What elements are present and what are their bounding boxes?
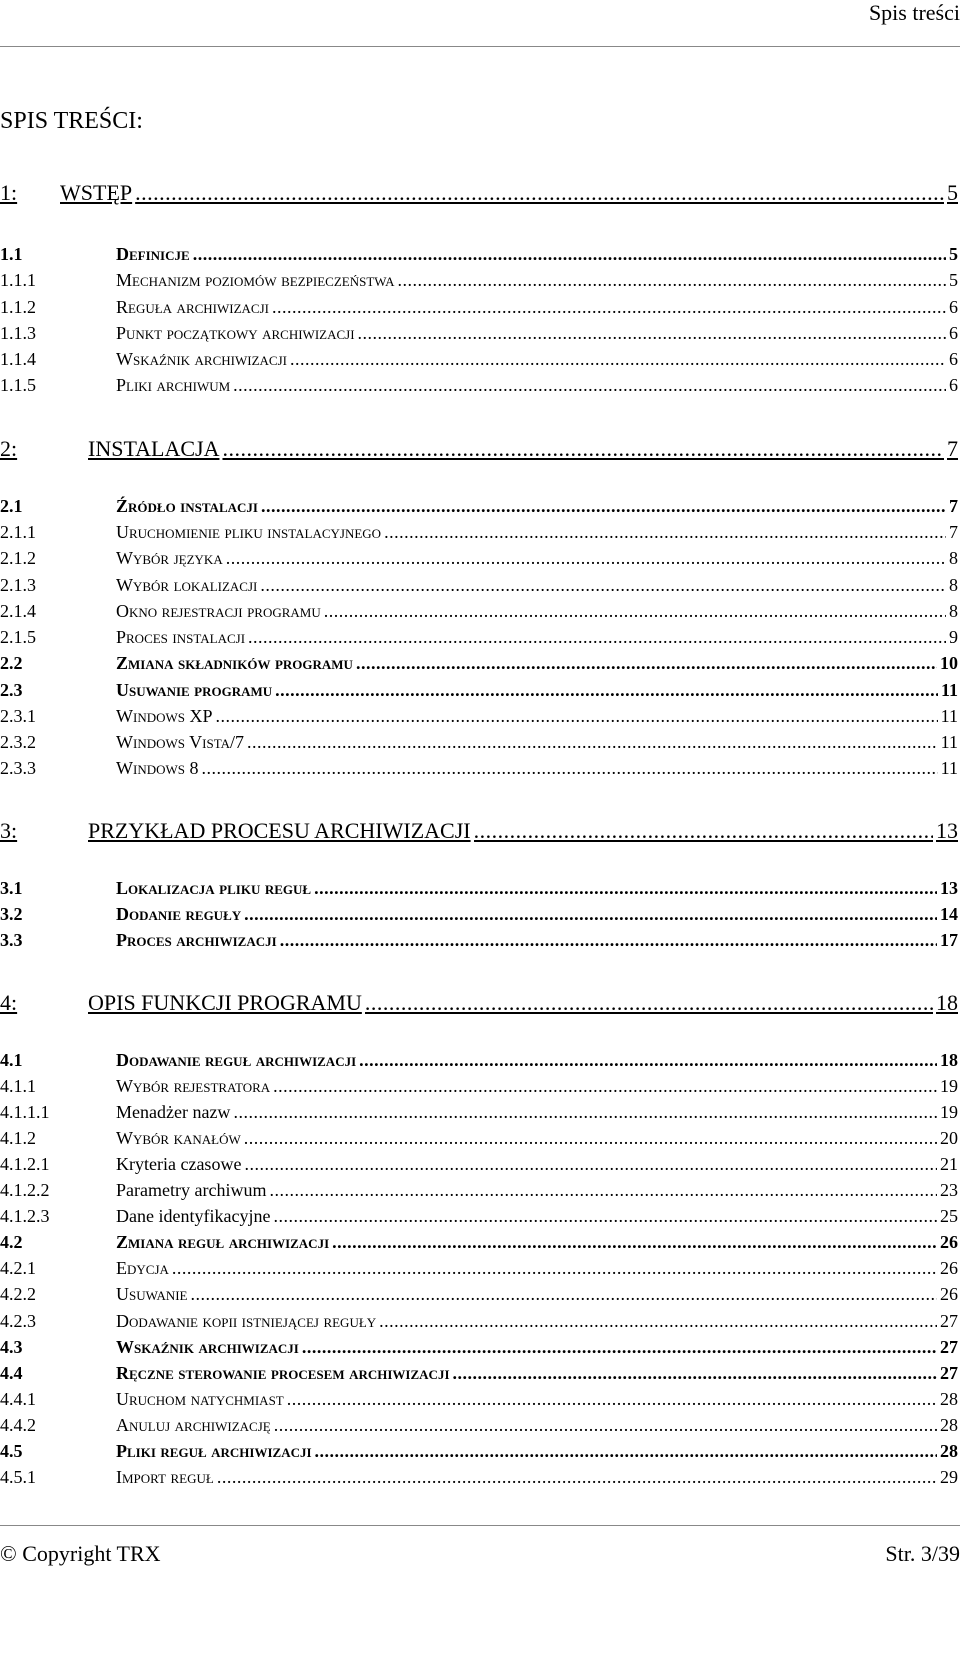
toc-entry-title: Proces instalacji	[116, 627, 246, 647]
toc-entry[interactable]	[0, 496, 958, 517]
toc-entry-page: 27	[940, 1311, 958, 1331]
toc-entry-title: Proces archiwizacji	[116, 930, 277, 950]
toc-entry-page: 29	[940, 1467, 958, 1487]
toc-entry[interactable]	[0, 1258, 958, 1279]
toc-dot-leader	[275, 680, 938, 701]
toc-entry-title: Windows XP	[116, 706, 213, 726]
toc-entry-number: 4.5.1	[0, 1467, 36, 1487]
toc-entry[interactable]	[0, 1284, 958, 1305]
toc-entry-page: 6	[949, 375, 958, 395]
toc-entry-page: 8	[949, 575, 958, 595]
toc-entry[interactable]	[0, 1076, 958, 1097]
toc-entry-page: 26	[940, 1284, 958, 1304]
toc-entry-page: 8	[949, 601, 958, 621]
toc-dot-leader	[332, 1232, 937, 1253]
toc-dot-leader	[260, 575, 946, 596]
footer-page-number: Str. 3/39	[885, 1541, 960, 1566]
toc-dot-leader	[226, 548, 946, 569]
toc-entry-number: 2.2	[0, 653, 23, 673]
toc-entry[interactable]	[0, 1467, 958, 1488]
toc-dot-leader	[261, 496, 946, 517]
toc-dot-leader	[248, 627, 946, 648]
toc-entry-number: 1.1	[0, 244, 23, 264]
toc-entry-title: Anuluj archiwizację	[116, 1415, 271, 1435]
toc-entry[interactable]	[0, 180, 958, 206]
toc-entry-page: 6	[949, 349, 958, 369]
toc-dot-leader	[287, 1389, 937, 1410]
toc-entry-title: Lokalizacja pliku reguł	[116, 878, 312, 898]
toc-entry[interactable]	[0, 706, 958, 727]
toc-entry-number: 2.1	[0, 496, 23, 516]
toc-entry[interactable]	[0, 878, 958, 899]
toc-entry-number: 1.1.2	[0, 297, 36, 317]
toc-entry-number: 4.1.2	[0, 1128, 36, 1148]
toc-dot-leader	[314, 878, 937, 899]
toc-entry-page: 9	[949, 627, 958, 647]
toc-entry-page: 28	[940, 1415, 958, 1435]
toc-entry-page: 18	[936, 990, 958, 1015]
toc-entry-number: 3.2	[0, 904, 23, 924]
toc-entry-page: 13	[940, 878, 958, 898]
toc-entry-page: 28	[940, 1441, 958, 1461]
toc-entry[interactable]	[0, 522, 958, 543]
toc-dot-leader	[273, 1206, 937, 1227]
toc-entry[interactable]	[0, 270, 958, 291]
toc-dot-leader	[359, 1050, 937, 1071]
toc-dot-leader	[233, 375, 946, 396]
toc-dot-leader	[172, 1258, 937, 1279]
toc-entry-title: Import reguł	[116, 1467, 214, 1487]
toc-entry[interactable]	[0, 323, 958, 344]
toc-entry-page: 21	[940, 1154, 958, 1174]
toc-entry-title: Windows 8	[116, 758, 199, 778]
toc-entry-number: 2.3.3	[0, 758, 36, 778]
toc-entry-number: 1.1.1	[0, 270, 36, 290]
toc-entry-number: 3.3	[0, 930, 23, 950]
toc-entry-page: 7	[949, 496, 958, 516]
toc-entry-title: Menadżer nazw	[116, 1102, 231, 1122]
toc-entry-title: Dodanie reguły	[116, 904, 242, 924]
toc-dot-leader	[193, 244, 946, 265]
toc-entry-page: 26	[940, 1232, 958, 1252]
toc-entry-number: 2.1.5	[0, 627, 36, 647]
toc-dot-leader	[302, 1337, 937, 1358]
toc-entry-title: Usuwanie programu	[116, 680, 273, 700]
toc-dot-leader	[379, 1311, 937, 1332]
toc-entry-title: Dodawanie kopii istniejącej reguły	[116, 1311, 377, 1331]
toc-entry-title: Definicje	[116, 244, 190, 264]
toc-entry-title: Parametry archiwum	[116, 1180, 267, 1200]
toc-dot-leader	[290, 349, 946, 370]
toc-entry-title: PRZYKŁAD PROCESU ARCHIWIZACJI	[88, 818, 471, 843]
toc-entry-number: 1:	[0, 180, 18, 205]
toc-dot-leader	[269, 1180, 937, 1201]
toc-entry-title: Zmiana reguł archiwizacji	[116, 1232, 330, 1252]
document-title: SPIS TREŚCI:	[0, 108, 143, 134]
toc-entry-page: 28	[940, 1389, 958, 1409]
toc-entry[interactable]	[0, 349, 958, 370]
toc-entry-title: Kryteria czasowe	[116, 1154, 242, 1174]
toc-entry-number: 1.1.4	[0, 349, 36, 369]
toc-entry[interactable]	[0, 375, 958, 396]
toc-entry[interactable]	[0, 1050, 958, 1071]
toc-dot-leader	[272, 297, 946, 318]
toc-entry[interactable]	[0, 732, 958, 753]
toc-entry-number: 4.2.3	[0, 1311, 36, 1331]
toc-entry-page: 25	[940, 1206, 958, 1226]
toc-entry[interactable]	[0, 930, 958, 951]
toc-dot-leader	[324, 601, 946, 622]
toc-entry[interactable]	[0, 297, 958, 318]
toc-entry-number: 4.2	[0, 1232, 23, 1252]
toc-dot-leader	[453, 1363, 938, 1384]
toc-dot-leader	[365, 990, 933, 1016]
toc-entry-number: 4.1.2.2	[0, 1180, 50, 1200]
toc-entry-page: 11	[940, 758, 958, 778]
toc-entry-page: 7	[949, 522, 958, 542]
toc-entry[interactable]	[0, 575, 958, 596]
toc-dot-leader	[474, 818, 933, 844]
toc-entry-title: Pliki reguł archiwizacji	[116, 1441, 312, 1461]
toc-dot-leader	[244, 1128, 937, 1149]
toc-entry-number: 2:	[0, 436, 18, 461]
toc-entry-page: 11	[940, 680, 958, 700]
toc-entry-title: Wskaźnik archiwizacji	[116, 1337, 299, 1357]
toc-dot-leader	[358, 323, 946, 344]
toc-entry[interactable]	[0, 1180, 958, 1201]
toc-entry-number: 2.3.2	[0, 732, 36, 752]
toc-entry-page: 14	[940, 904, 958, 924]
toc-entry[interactable]	[0, 627, 958, 648]
toc-dot-leader	[233, 1102, 937, 1123]
toc-dot-leader	[244, 904, 937, 925]
toc-dot-leader	[384, 522, 946, 543]
toc-entry-number: 4.4.2	[0, 1415, 36, 1435]
toc-dot-leader	[280, 930, 937, 951]
toc-entry[interactable]	[0, 1337, 958, 1358]
toc-entry-page: 7	[947, 436, 958, 461]
toc-dot-leader	[217, 1467, 937, 1488]
toc-entry-number: 2.1.3	[0, 575, 36, 595]
toc-entry-page: 19	[940, 1076, 958, 1096]
toc-entry[interactable]	[0, 1154, 958, 1175]
toc-entry-number: 4.2.1	[0, 1258, 36, 1278]
toc-entry-title: Zmiana składników programu	[116, 653, 353, 673]
toc-entry-title: Usuwanie	[116, 1284, 188, 1304]
toc-entry-page: 23	[940, 1180, 958, 1200]
toc-entry-number: 4.1.2.3	[0, 1206, 50, 1226]
toc-entry[interactable]	[0, 1102, 958, 1123]
toc-entry-page: 6	[949, 297, 958, 317]
toc-entry[interactable]	[0, 1363, 958, 1384]
toc-dot-leader	[274, 1415, 937, 1436]
toc-dot-leader	[244, 1154, 937, 1175]
toc-entry-title: WSTĘP	[60, 180, 133, 205]
toc-entry[interactable]	[0, 244, 958, 265]
toc-entry[interactable]	[0, 818, 958, 844]
toc-entry-page: 19	[940, 1102, 958, 1122]
toc-entry-number: 4.1.2.1	[0, 1154, 50, 1174]
toc-entry-number: 4.1	[0, 1050, 23, 1070]
toc-entry-title: Ręczne sterowanie procesem archiwizacji	[116, 1363, 450, 1383]
toc-entry[interactable]	[0, 1389, 958, 1410]
toc-entry-page: 10	[940, 653, 958, 673]
toc-entry-title: Mechanizm poziomów bezpieczeństwa	[116, 270, 395, 290]
toc-entry-page: 20	[940, 1128, 958, 1148]
toc-entry-page: 27	[940, 1363, 958, 1383]
toc-entry-title: Uruchomienie pliku instalacyjnego	[116, 522, 382, 542]
toc-entry-page: 11	[940, 732, 958, 752]
toc-entry-title: Dane identyfikacyjne	[116, 1206, 271, 1226]
toc-entry-page: 11	[940, 706, 958, 726]
toc-entry-page: 5	[949, 270, 958, 290]
toc-entry[interactable]	[0, 653, 958, 674]
toc-entry[interactable]	[0, 990, 958, 1016]
toc-entry[interactable]	[0, 436, 958, 462]
toc-entry-title: Wybór lokalizacji	[116, 575, 258, 595]
toc-entry-number: 4.5	[0, 1441, 23, 1461]
header-divider	[0, 46, 960, 47]
toc-entry-number: 2.3.1	[0, 706, 36, 726]
toc-entry-title: Wybór kanałów	[116, 1128, 241, 1148]
toc-entry-title: INSTALACJA	[88, 436, 220, 461]
footer-copyright: © Copyright TRX	[0, 1541, 161, 1566]
toc-entry[interactable]	[0, 1415, 958, 1436]
toc-entry-page: 6	[949, 323, 958, 343]
toc-entry[interactable]	[0, 1232, 958, 1253]
toc-entry-title: Pliki archiwum	[116, 375, 231, 395]
toc-dot-leader	[398, 270, 947, 291]
toc-entry-page: 26	[940, 1258, 958, 1278]
toc-entry-number: 3:	[0, 818, 18, 843]
toc-entry-title: Punkt początkowy archiwizacji	[116, 323, 355, 343]
toc-entry-title: Edycja	[116, 1258, 169, 1278]
toc-dot-leader	[191, 1284, 938, 1305]
toc-entry[interactable]	[0, 1311, 958, 1332]
toc-dot-leader	[356, 653, 937, 674]
toc-entry[interactable]	[0, 1128, 958, 1149]
toc-entry[interactable]	[0, 758, 958, 779]
toc-entry-number: 2.1.1	[0, 522, 36, 542]
toc-entry-number: 3.1	[0, 878, 23, 898]
footer-divider	[0, 1525, 960, 1526]
toc-entry-number: 4.4	[0, 1363, 23, 1383]
toc-entry-page: 27	[940, 1337, 958, 1357]
toc-entry[interactable]	[0, 1206, 958, 1227]
toc-entry-number: 1.1.3	[0, 323, 36, 343]
toc-entry-title: Wybór rejestratora	[116, 1076, 271, 1096]
toc-entry-page: 8	[949, 548, 958, 568]
toc-entry-title: Dodawanie reguł archiwizacji	[116, 1050, 357, 1070]
toc-entry-title: Źródło instalacji	[116, 496, 258, 516]
toc-entry-title: Okno rejestracji programu	[116, 601, 321, 621]
toc-entry-number: 4.1.1.1	[0, 1102, 50, 1122]
toc-entry-number: 1.1.5	[0, 375, 36, 395]
toc-entry[interactable]	[0, 680, 958, 701]
toc-entry-number: 4.3	[0, 1337, 23, 1357]
toc-entry-page: 17	[940, 930, 958, 950]
toc-entry-number: 4.1.1	[0, 1076, 36, 1096]
toc-entry-page: 5	[947, 180, 958, 205]
toc-entry-title: Windows Vista/7	[116, 732, 245, 752]
toc-entry-number: 4:	[0, 990, 18, 1015]
toc-entry[interactable]	[0, 904, 958, 925]
toc-entry-page: 5	[949, 244, 958, 264]
toc-entry[interactable]	[0, 601, 958, 622]
toc-dot-leader	[222, 436, 944, 462]
toc-dot-leader	[201, 758, 937, 779]
toc-dot-leader	[273, 1076, 937, 1097]
toc-dot-leader	[315, 1441, 937, 1462]
toc-dot-leader	[135, 180, 944, 206]
toc-entry-title: Wskaźnik archiwizacji	[116, 349, 287, 369]
toc-entry-title: Wybór języka	[116, 548, 223, 568]
toc-entry-title: Uruchom natychmiast	[116, 1389, 284, 1409]
toc-entry-title: OPIS FUNKCJI PROGRAMU	[88, 990, 362, 1015]
toc-entry[interactable]	[0, 1441, 958, 1462]
toc-entry-number: 4.2.2	[0, 1284, 36, 1304]
toc-entry-number: 2.1.4	[0, 601, 36, 621]
toc-entry-page: 13	[936, 818, 958, 843]
toc-dot-leader	[216, 706, 938, 727]
toc-entry-number: 4.4.1	[0, 1389, 36, 1409]
toc-entry-title: Reguła archiwizacji	[116, 297, 269, 317]
toc-entry[interactable]	[0, 548, 958, 569]
toc-entry-page: 18	[940, 1050, 958, 1070]
page-header-title: Spis treści	[868, 0, 960, 25]
toc-entry-number: 2.1.2	[0, 548, 36, 568]
toc-dot-leader	[247, 732, 938, 753]
toc-entry-number: 2.3	[0, 680, 23, 700]
